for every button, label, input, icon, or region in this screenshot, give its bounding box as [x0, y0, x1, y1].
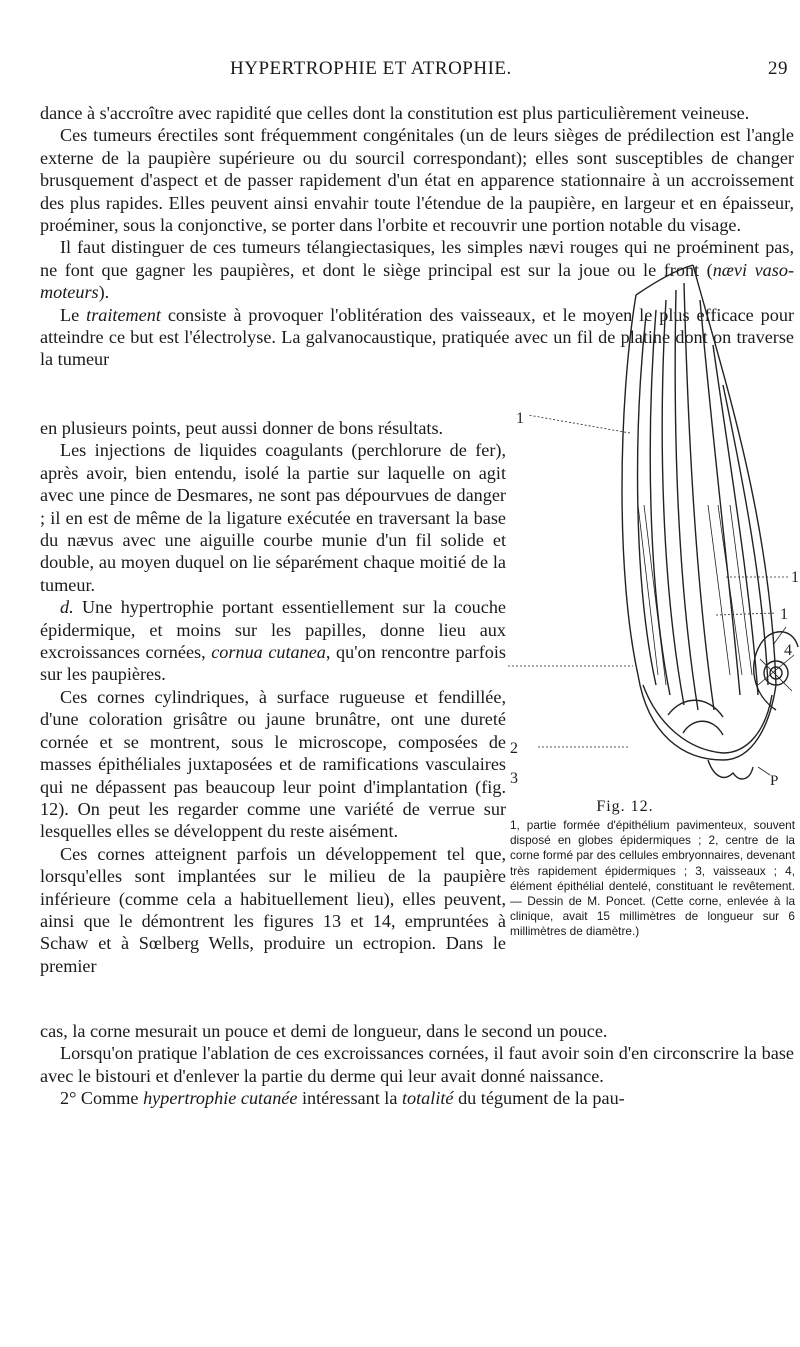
emphasis: hypertrophie cutanée [143, 1088, 298, 1109]
paragraph: d. Une hypertrophie portant essentiellement sur la couche épidermique, et moins sur les papilles, donne lieu aux excroissances cornées, cornua cutanea, qu'on rencontre parfois sur les paupières. [40, 597, 506, 685]
label-p: P [770, 773, 779, 789]
paragraph: dance à s'accroître avec rapidité que celles dont la constitution est plus particulièrement veineuse. [40, 103, 750, 123]
emphasis: traitement [86, 304, 161, 325]
label-4: 4 [784, 642, 792, 659]
emphasis: cornua cutanea [211, 642, 326, 663]
paragraph: Ces cornes atteignent parfois un développement tel que, lorsqu'elles sont implantées sur le milieu de la paupière inférieure (comme cela a habituellement lieu), elles peuvent, ainsi que le démontrent les figures 13 et 14, empruntées à Schaw et à Sœlberg Wells, produire un ectropion. Dans le premier [40, 843, 506, 976]
label-1-right-bottom: 1 [780, 606, 788, 623]
emphasis: totalité [401, 1088, 454, 1109]
bottom-text-block [40, 1020, 794, 1110]
paragraph: Ces tumeurs érectiles sont fréquemment congénitales (un de leurs sièges de prédilection est l'angle externe de la paupière supérieure ou du sourcil correspondant); elles sont susceptibles de changer brusquement d'aspect et de passer rapidement d'un état en apparence stationnaire à un accroissement des plus rapides. Elles peuvent ainsi envahir toute l'étendue de la paupière, en largeur et en épaisseur, proéminer, sous la conjonctive, se porter dans l'orbite et recouvrir une portion notable du visage. [40, 125, 794, 236]
left-column-text [40, 417, 506, 977]
paragraph: 2° Comme hypertrophie cutanée intéressant la totalité du tégument de la pau- [60, 1088, 625, 1109]
label-1-right-top: 1 [791, 569, 799, 586]
paragraph: Lorsqu'on pratique l'ablation de ces excroissances cornées, il faut avoir soin d'en circonscrire la base avec le bistouri et d'enlever la partie du derme qui leur avait donné naissance. [40, 1043, 794, 1086]
label-2: 2 [510, 740, 518, 757]
paragraph: Ces cornes cylindriques, à surface rugueuse et fendillée, d'une coloration grisâtre ou jaune brunâtre, ont une dureté cornée et se montrent, sous le microscope, composées de masses épithéliales juxtaposées et de ramifications vasculaires qui ne dépassent pas beaucoup leur point d'implantation (fig. 12). On peut les regarder comme une variété de verrue sur lesquelles elles se développent du reste aisément. [40, 686, 506, 842]
paragraph: Le traitement consiste à provoquer l'oblitération des vaisseaux, et le moyen le plus efficace pour atteindre ce but est l'électrolyse. La galvanocaustique, pratiquée avec un fil de platine dont on traverse la tumeur [40, 304, 794, 370]
running-title: HYPERTROPHIE ET ATROPHIE. [230, 58, 512, 79]
paragraph: Les injections de liquides coagulants (perchlorure de fer), après avoir, bien entendu, isolé la partie sur laquelle on agit avec une pince de Desmares, ne sont pas dépourvues de danger ; il en est de même de la ligature exécutée en traversant la base du nævus avec une aiguille courbe munie d'un fil solide et double, au moyen duquel on lie séparément chaque moitié de la tumeur. [40, 440, 506, 595]
emphasis: nævi vaso-moteurs [40, 259, 794, 303]
section-letter: d. [60, 597, 74, 618]
label-3: 3 [510, 770, 518, 787]
figure-title: Fig. 12. [596, 798, 654, 815]
figure-caption: 1, partie formée d'épithélium pavimenteux, souvent disposé en globes épidermiques ; 2, centre de la corne formé par des cellules embryonnaires, devenant très rapidement épidermiques ; 3, vaisseaux ; 4, élément épithélial dentelé, constituant le revêtement. — Dessin de M. Poncet. (Cette corne, enlevée à la clinique, avait 15 millimètres de longueur sur 6 millimètres de diamètre.) [510, 818, 795, 939]
page-number: 29 [768, 58, 788, 79]
paragraph: en plusieurs points, peut aussi donner de bons résultats. [40, 418, 444, 438]
label-1-left: 1 [516, 410, 524, 427]
cutaneous-horn-drawing [508, 255, 798, 795]
paragraph: Il faut distinguer de ces tumeurs télangiectasiques, les simples nævi rouges qui ne proéminent pas, ne font que gagner les paupières, et dont le siège principal est sur la joue ou le front (nævi vaso-moteurs). [40, 237, 794, 303]
running-header [40, 58, 790, 84]
figure-12-illustration [508, 255, 798, 795]
paragraph: cas, la corne mesurait un pouce et demi de longueur, dans le second un pouce. [40, 1021, 608, 1041]
